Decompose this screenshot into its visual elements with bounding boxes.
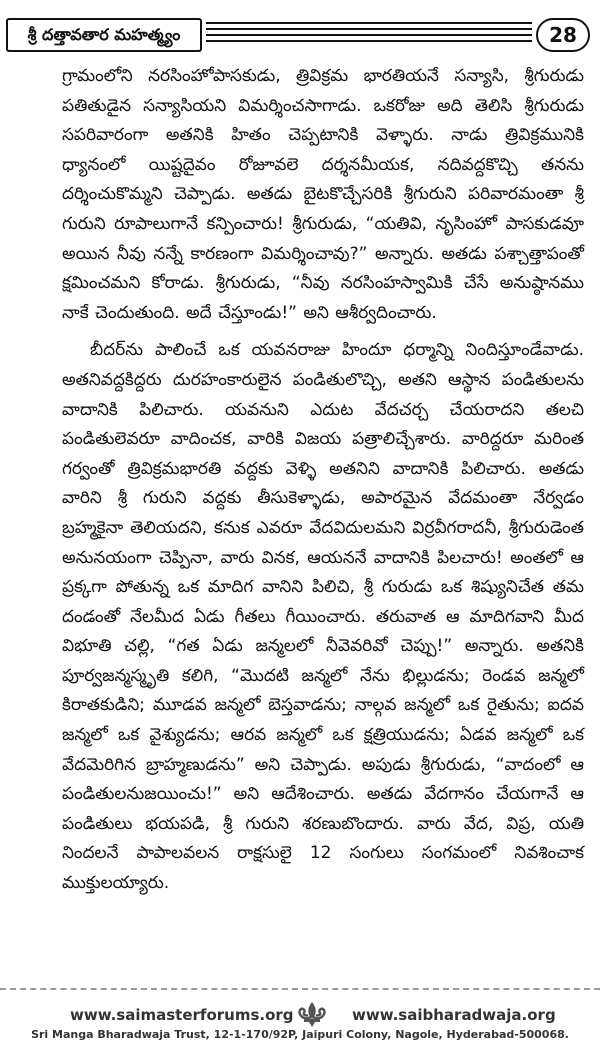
fleur-de-lis-icon [292,1000,332,1028]
paragraph-2: బీదర్‌ను పాలించే ఒక యవనరాజు హిందూ ధర్మాన్ని నిందిస్తూండేవాడు. అతనివద్దకిద్దరు దురహంకారులైన పండితులొచ్చి, అతని ఆస్థాన పండితులను వాదానికి పిలిచారు. యవనుని ఎదుట వేదచర్చ చేయరాదని తలచి పండితులెవరూ వాదించక, వారికి విజయ పత్రాలిచ్చేశారు. వారిద్దరూ మరింత గర్వంతో త్రివిక్రమభారతి వద్దకు వెళ్ళి అతనిని వాదానికి పిలిచారు. అతడు వారిని శ్రీ గురుని వద్దకు తీసుకెళ్ళాడు, అపారమైన వేదమంతా నేర్వడం బ్రహ్మకైనా తెలియదని, కనుక ఎవరూ వేదవిదులమని విర్రవీగరాదనీ, శ్రీగురుడెంత అనునయంగా చెప్పినా, వారు వినక, ఆయననే వాదానికి పిలచారు! అంతలో ఆ ప్రక్కగా పోతున్న ఒక మాదిగ వానిని పిలిచి, శ్రీ గురుడు ఒక శిష్యునిచేత తమ దండంతో నేలమీద ఏడు గీతలు గీయించారు. తరువాత ఆ మాదిగవాని మీద విభూతి చల్లి, “గత ఏడు జన్మలలో నీవెవరివో చెప్పు!” అన్నారు. అతనికి పూర్వజన్మస్మృతి కలిగి, “మొదటి జన్మలో నేను భిల్లుడను; రెండవ జన్మలో కిరాతకుడిని; మూడవ జన్మలో బెస్తవాడను; నాల్గవ జన్మలో ఒక రైతును; ఐదవ జన్మలో ఒక వైశ్యుడను; ఆరవ జన్మలో ఒక క్షత్రియుడను; ఏడవ జన్మలో ఒక వేదమెరిగిన బ్రాహ్మణుడను” అని చెప్పాడు. అపుడు శ్రీగురుడు, “వాదంలో ఆ పండితులనుజయించు!” అని ఆదేశించారు. అతడు వేదగానం చేయగానే ఆ పండితులు భయపడి, శ్రీ గురుని శరణుబొందారు. వారు వేద, విప్ర, యతి నిందలనే పాపాలవలన రాక్షసులై 12 సంగులు సంగమంలో నివశించాక ముక్తులయ్యారు. [62,340,584,894]
page-number: 28 [536,18,590,52]
page-footer [0,1000,600,1050]
page-body [62,62,584,899]
paragraph-1: గ్రామంలోని నరసింహోపాసకుడు, త్రివిక్రమ భారతియనే సన్యాసి, శ్రీగురుడు పతితుడైన సన్యాసియని విమర్శించసాగాడు. ఒకరోజు అది తెలిసి శ్రీగురుడు సపరివారంగా అతనికి హితం చెప్పటానికి వెళ్ళారు. నాడు త్రివిక్రమునికి ధ్యానంలో యిష్టదైవం రోజూవలె దర్శనమీయక, నదివద్దకొచ్చి తనను దర్శించుకొమ్మని చెప్పాడు. అతడు బైటకొచ్చేసరికి శ్రీగురుని పరివారమంతా శ్రీ గురుని రూపాలుగానే కన్పించారు! శ్రీగురుడు, “యతివి, నృసింహో పాసకుడవూ అయిన నీవు నన్నే కారణంగా విమర్శించావు?” అన్నారు. అతడు పశ్చాత్తాపంతో క్షమించమని కోరాడు. శ్రీగురుడు, “నీవు నరసింహస్వామికి చేసే అనుష్ఠానము నాకే చెందుతుంది. అదే చేస్తూండు!” అని ఆశీర్వదించారు. [62,66,584,323]
footer-address: Sri Manga Bharadwaja Trust, 12-1-170/92P, Jaipuri Colony, Nagole, Hyderabad-500068. [31,1028,569,1041]
header-rule-lines [206,22,532,50]
footer-divider [0,988,600,990]
book-title: శ్రీ దత్తావతార మహత్మ్యం [6,18,202,52]
footer-link-saimasterforums[interactable]: www.saimasterforums.org [70,1006,294,1024]
page-header [6,18,594,58]
footer-link-saibharadwaja[interactable]: www.saibharadwaja.org [352,1006,556,1024]
